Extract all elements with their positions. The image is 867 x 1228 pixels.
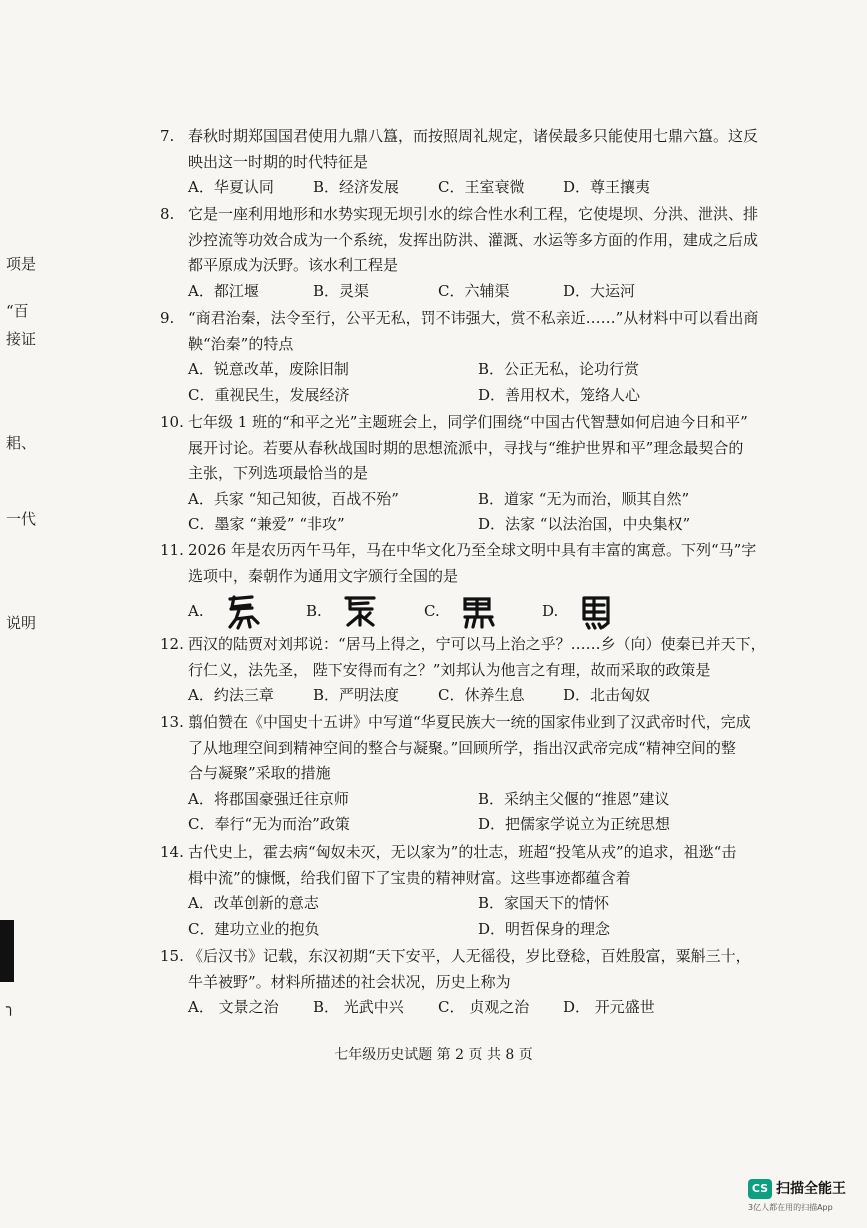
option-c[interactable]: C．休养生息 <box>438 686 525 704</box>
question-15 <box>160 944 810 1021</box>
question-13 <box>160 710 810 838</box>
question-stem: 古代史上，霍去病“匈奴未灭，无以家为”的壮志，班超“投笔从戎”的追求，祖逖“击 楫中流”的慷慨，给我们留下了宝贵的精神财富。这些事迹都蕴含着 <box>188 843 737 887</box>
option-b[interactable]: B．道家 “无为而治，顺其自然” <box>478 489 690 508</box>
question-number: 14. <box>160 843 184 861</box>
option-d[interactable]: D．明哲保身的理念 <box>478 919 611 938</box>
option-b[interactable]: B．采纳主父偃的“推恩”建议 <box>478 789 670 808</box>
question-12 <box>160 632 810 709</box>
scan-edge-mark <box>0 920 14 982</box>
option-b[interactable]: B. <box>306 593 424 631</box>
option-d[interactable]: D．北击匈奴 <box>563 686 651 704</box>
option-d[interactable]: D．尊王攘夷 <box>563 178 651 196</box>
question-number: 11. <box>160 541 184 559</box>
option-a[interactable]: A． 文景之治 <box>188 998 279 1016</box>
camscanner-logo-icon: CS <box>748 1179 772 1199</box>
options <box>188 995 810 1021</box>
option-b[interactable]: B．公正无私，论功行赏 <box>478 360 640 378</box>
question-number: 13. <box>160 713 184 731</box>
ma-character-bronze-icon <box>340 593 380 631</box>
option-b[interactable]: B． 光武中兴 <box>313 998 404 1016</box>
scanner-watermark <box>748 1176 860 1216</box>
question-number: 12. <box>160 635 184 653</box>
question-stem: 它是一座利用地形和水势实现无坝引水的综合性水利工程，它使堤坝、分洪、泄洪、排 沙控流等功效合成为一个系统，发挥出防洪、灌溉、水运等多方面的作用，建成之后成 都平原成为沃野。该水利工程是 <box>188 205 759 274</box>
option-b[interactable]: B．家国天下的情怀 <box>478 894 610 912</box>
ma-character-clerical-icon <box>576 593 616 631</box>
question-7 <box>160 124 810 201</box>
margin-note: 说明 <box>6 614 37 632</box>
option-c[interactable]: C．王室衰微 <box>438 178 525 196</box>
question-stem: 七年级 1 班的“和平之光”主题班会上，同学们围绕“中国古代智慧如何启迪今日和平” 展开讨论。若要从春秋战国时期的思想流派中，寻找与“维护世界和平”理念最契合的 主张，下列选项最恰当的是 <box>188 413 748 482</box>
option-c[interactable]: C．墨家 “兼爱” “非攻” <box>188 515 345 533</box>
option-b[interactable]: B．灵渠 <box>313 281 370 300</box>
option-a[interactable]: A．改革创新的意志 <box>188 894 319 912</box>
option-c[interactable]: C． 贞观之治 <box>438 998 530 1016</box>
option-d[interactable]: D．把儒家学说立为正统思想 <box>478 815 671 833</box>
ma-character-oracle-icon <box>222 593 262 631</box>
ma-character-seal-icon <box>458 593 498 631</box>
option-a[interactable]: A．约法三章 <box>188 686 274 704</box>
options <box>188 279 810 305</box>
margin-note: 耜、 <box>6 434 37 452</box>
option-a[interactable]: A. <box>188 593 306 631</box>
option-d[interactable]: D．法家 “以法治国，中央集权” <box>478 515 691 533</box>
option-c[interactable]: C. <box>424 593 542 631</box>
option-c[interactable]: C．奉行“无为而治”政策 <box>188 815 350 833</box>
options <box>188 487 810 538</box>
question-stem: 《后汉书》记载，东汉初期“天下安平，人无徭役，岁比登稔，百姓殷富，粟斛三十， 牛羊被野”。材料所描述的社会状况，历史上称为 <box>188 947 751 991</box>
option-d[interactable]: D．善用权术，笼络人心 <box>478 385 641 404</box>
option-b[interactable]: B．经济发展 <box>313 178 400 196</box>
question-stem: 2026 年是农历丙午马年，马在中华文化乃至全球文明中具有丰富的寓意。下列“马”字 选项中，秦朝作为通用文字颁行全国的是 <box>188 541 757 585</box>
question-9 <box>160 306 810 408</box>
options <box>188 175 810 201</box>
options <box>188 683 810 709</box>
question-number: 9. <box>160 309 175 327</box>
question-10 <box>160 410 810 538</box>
question-number: 7. <box>160 127 175 145</box>
question-stem: “商君治秦，法令至行，公平无私，罚不讳强大，赏不私亲近……”从材料中可以看出商 鞅“治秦”的特点 <box>188 309 759 353</box>
brand-name: 扫描全能王 <box>776 1181 846 1197</box>
brand-tagline: 3亿人都在用的扫描App <box>748 1203 833 1212</box>
question-stem: 西汉的陆贾对刘邦说：“居马上得之，宁可以马上治之乎？……乡（向）使秦已并天下， 行仁义，法先圣， 陛下安得而有之？”刘邦认为他言之有理，故而采取的政策是 <box>188 635 766 679</box>
question-8 <box>160 202 810 304</box>
margin-note: 项是 <box>6 255 37 273</box>
question-number: 8. <box>160 205 175 223</box>
option-d[interactable]: D. <box>542 593 660 631</box>
question-stem: 春秋时期郑国国君使用九鼎八簋，而按照周礼规定，诸侯最多只能使用七鼎六簋。这反 映出这一时期的时代特征是 <box>188 127 759 171</box>
option-c[interactable]: C．重视民生，发展经济 <box>188 385 350 404</box>
option-b[interactable]: B．严明法度 <box>313 686 400 704</box>
script-options <box>188 589 810 635</box>
margin-note: 一代 <box>6 510 37 528</box>
option-a[interactable]: A．华夏认同 <box>188 178 274 196</box>
option-d[interactable]: D． 开元盛世 <box>563 998 655 1016</box>
options <box>188 357 810 408</box>
options <box>188 891 810 942</box>
question-number: 15. <box>160 947 184 965</box>
page-footer: 七年级历史试题 第 2 页 共 8 页 <box>334 1047 533 1063</box>
question-number: 10. <box>160 413 184 431</box>
option-c[interactable]: C．建功立业的抱负 <box>188 919 320 938</box>
option-a[interactable]: A．将郡国豪强迁往京师 <box>188 789 349 808</box>
option-d[interactable]: D．大运河 <box>563 281 636 300</box>
margin-note: “百 <box>6 302 29 320</box>
option-a[interactable]: A．都江堰 <box>188 281 259 300</box>
question-stem: 翦伯赞在《中国史十五讲》中写道“华夏民族大一统的国家伟业到了汉武帝时代，完成 了从地理空间到精神空间的整合与凝聚。”回顾所学，指出汉武帝完成“精神空间的整 合与凝聚”采取的措施 <box>188 713 751 782</box>
question-11 <box>160 538 810 635</box>
option-a[interactable]: A．锐意改革，废除旧制 <box>188 360 349 378</box>
option-a[interactable]: A．兵家 “知己知彼，百战不殆” <box>188 489 399 508</box>
margin-note: 接证 <box>6 330 37 348</box>
question-14 <box>160 840 810 942</box>
margin-note: ╮ <box>6 998 16 1016</box>
options <box>188 787 810 838</box>
option-c[interactable]: C．六辅渠 <box>438 281 510 300</box>
